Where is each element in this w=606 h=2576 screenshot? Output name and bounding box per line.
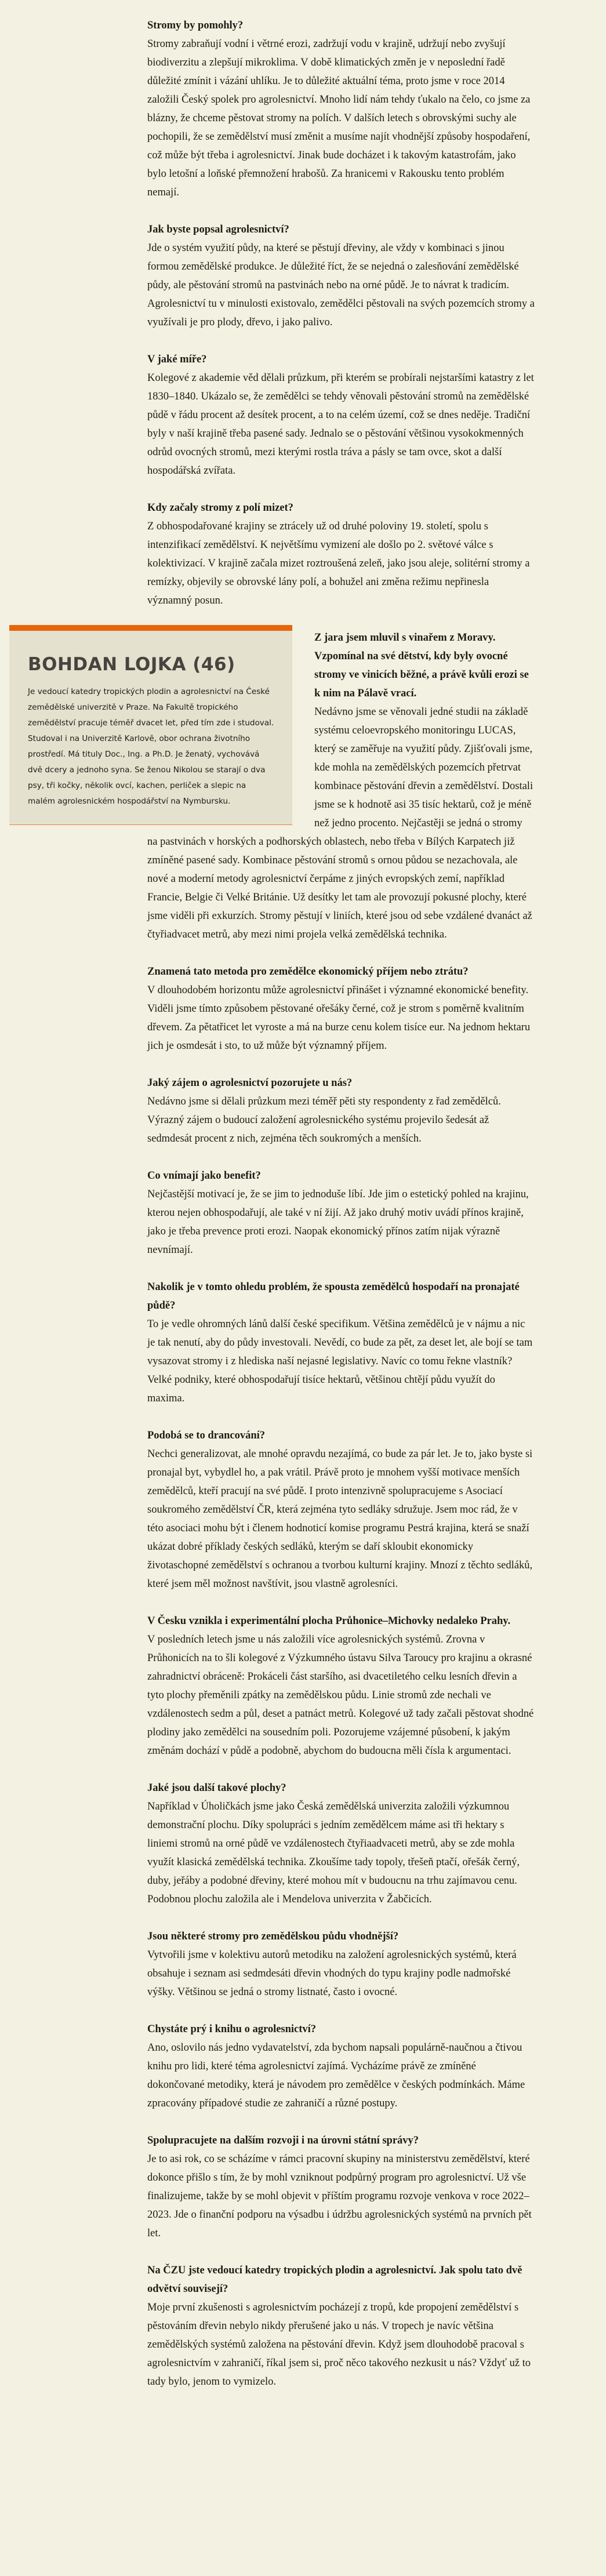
interview-question: Jaké jsou další takové plochy? xyxy=(147,1782,286,1794)
interview-question: V jaké míře? xyxy=(147,354,207,365)
interview-section xyxy=(147,1779,535,1909)
interview-answer: Nejčastější motivací je, že se jim to jednoduše líbí. Jde jim o estetický pohled na krajinu, kterou nejen obhospodařují, ale také v ní žijí. Až jako druhý motiv uvádí přínos krajině, jako je třeba prevence proti erozi. Naopak ekonomický přínos zatím nijak výrazně nevnímají. xyxy=(147,1189,529,1256)
interview-section xyxy=(147,1278,535,1408)
interview-section xyxy=(147,1927,535,2001)
interview-answer: V dlouhodobém horizontu může agrolesnictví přinášet i významné ekonomické benefity. Viděli jsme tímto způsobem pěstované ořešáky černé, což je strom s poměrně kvalitním dřevem. Za pětatřicet let vyroste a má na burze cenu kolem tisíce eur. Na jednom hektaru jich je osmdesát i sto, to už může být významný příjem. xyxy=(147,984,531,1052)
interview-answer: Ano, oslovilo nás jedno vydavatelství, zda bychom napsali populárně-naučnou a čtivou knihu pro lidi, které téma agrolesnictví zajímá. Vycházíme právě ze zmíněné dokončované metodiky, která je návodem pro zemědělce v českých podmínkách. Máme zpracovány případové studie ze zahraničí a různé postupy. xyxy=(147,2042,525,2109)
interview-question: Spolupracujete na dalším rozvoji i na úrovni státní správy? xyxy=(147,2135,419,2146)
interview-answer: Vytvořili jsme v kolektivu autorů metodiku na založení agrolesnických systémů, která obsahuje i seznam asi sedmdesáti dřevin vhodných do typu krajiny podle nadmořské výšky. Většinou se jedná o stromy listnaté, často i ovocné. xyxy=(147,1949,517,1998)
interview-section xyxy=(147,1074,535,1148)
interview-section xyxy=(147,499,535,610)
interview-question: Stromy by pomohly? xyxy=(147,20,244,31)
interview-section xyxy=(147,2131,535,2243)
interview-section xyxy=(147,2261,535,2391)
interview-question: Jaký zájem o agrolesnictví pozorujete u nás? xyxy=(147,1077,353,1089)
interview-question: Kdy začaly stromy z polí mizet? xyxy=(147,502,293,514)
interview-question: Podobá se to drancování? xyxy=(147,1430,266,1441)
interview-section xyxy=(147,220,535,332)
interview-question: Co vnímají jako benefit? xyxy=(147,1170,261,1182)
lead-quote: Z jara jsem mluvil s vinařem z Moravy. Vzpomínal na své dětství, kdy byly ovocné stromy ve vinicích běžné, a právě kvůli erozi se k nim na Pálavě vrací. xyxy=(314,632,529,699)
interview-answer: Nechci generalizovat, ale mnohé opravdu nezajímá, co bude za pár let. Je to, jako byste si pronajal byt, vybydlel ho, a pak vrátil. Právě proto je mnohem vyšší motivace menších zemědělců, kteří pracují na své půdě. I proto intenzivně spolupracujeme s Asociací soukromého zemědělství ČR, která zejména tyto sedláky sdružuje. Jsem moc rád, že v této asociaci mohu být i členem hodnoticí komise programu Pestrá krajina, která se snaží ukázat dobré příklady českých sedláků, kterým se daří skloubit ekonomicky životaschopné zemědělství s ochranou a tvorbou kulturní krajiny. Mnozí z těchto sedláků, které jsem měl možnost navštívit, jsou vlastně agrolesníci. xyxy=(147,1448,533,1590)
interview-answer: Moje první zkušenosti s agrolesnictvím pocházejí z tropů, kde propojení zemědělství s pěstováním dřevin nebylo nikdy přerušené jako u nás. V tropech je navíc většina zemědělských systémů založena na pěstování dřevin. Když jsem dlouhodobě pracoval s agrolesnictvím v zahraničí, říkal jsem si, proč něco takového nezkusit u nás? Vždyť už to tady bylo, jenom to vymizelo. xyxy=(147,2302,531,2388)
interview-answer: Kolegové z akademie věd dělali průzkum, při kterém se probírali nejstaršími katastry z let 1830–1840. Ukázalo se, že zemědělci se tehdy věnovali pěstování stromů na zemědělské půdě v řádu procent až desítek procent, a to na celém území, což se dnes neděje. Tradiční byly v naší krajině třeba pasené sady. Jednalo se o pěstování většinou vysokokmenných odrůd ovocných stromů, mezi kterými rostla tráva a pásly se tam ovce, skot a další hospodářská zvířata. xyxy=(147,372,534,477)
interview-sections-bottom xyxy=(147,962,535,2391)
interview-question: Jsou některé stromy pro zemědělskou půdu vhodnější? xyxy=(147,1931,399,1942)
interview-answer: Jde o systém využití půdy, na které se pěstují dřeviny, ale vždy v kombinaci s jinou formou zemědělské produkce. Je důležité říct, že se nejedná o zalesňování zemědělské půdy, ale pěstování stromů na pastvinách nebo na orné půdě. Je to návrat k tradicím. Agrolesnictví tu v minulosti existovalo, zemědělci pěstovali na svých pozemcích stromy a využívali je pro plody, dřevo, i jako palivo. xyxy=(147,242,535,328)
interview-answer: Stromy zabraňují vodní i větrné erozi, zadržují vodu v krajině, udržují nebo zvyšují biodiverzitu a zlepšují mikroklima. V době klimatických změn je v neposlední řadě důležité zmínit i vázání uhlíku. Je to důležité aktuální téma, proto jsme v roce 2014 založili Český spolek pro agrolesnictví. Mnoho lidí nám tehdy ťukalo na čelo, co jsme za blázny, že chceme pěstovat stromy na polích. V dalších letech s obrovskými suchy ale pochopili, že se zemědělství musí změnit a musíme najít vhodnější způsoby hospodaření, což může být třeba i agrolesnictví. Jinak bude docházet i k takovým katastrofám, jako bylo letošní a loňské přemnožení hrabošů. Za hranicemi v Rakousku tento problém nemají. xyxy=(147,38,531,198)
interview-question: Chystáte prý i knihu o agrolesnictví? xyxy=(147,2023,317,2035)
interview-question: V Česku vznikla i experimentální plocha Průhonice–Michovky nedaleko Prahy. xyxy=(147,1615,511,1627)
interview-section xyxy=(147,16,535,202)
interview-answer: V posledních letech jsme u nás založili více agrolesnických systémů. Zrovna v Průhonicích na to šli kolegové z Výzkumného ústavu Silva Taroucy pro krajinu a okrasné zahradnictví obráceně: Prokáceli část staršího, asi dvacetiletého celku lesních dřevin a tyto plochy přeměnili zpátky na zemědělskou půdu. Linie stromů zde nechali ve vzdálenostech sedm a půl, deset a patnáct metrů. Kolegové už tady začali pěstovat shodné plodiny jako zemědělci na sousedním poli. Pozorujeme vzájemné působení, k jakým změnám dochází v půdě a podobně, abychom do budoucna měli čísla k argumentaci. xyxy=(147,1634,534,1757)
interview-answer: Například v Úholičkách jsme jako Česká zemědělská univerzita založili výzkumnou demonstrační plochu. Díky spolupráci s jedním zemědělcem máme asi tři hektary s liniemi stromů na orné půdě ve vzdálenostech čtyřiaadvaceti metrů, aby se zde mohla využít klasická zemědělská technika. Zkoušíme tady topoly, třešeň ptačí, ořešák černý, duby, jeřáby a podobné dřeviny, které mohou mít v budoucnu na trhu zajímavou cenu. Podobnou plochu založila ale i Mendelova univerzita v Žabčicích. xyxy=(147,1801,520,1905)
interview-answer: Je to asi rok, co se scházíme v rámci pracovní skupiny na ministerstvu zemědělství, které dokonce přišlo s tím, že by mohl vzniknout podpůrný program pro agrolesnictví. Už vše finalizujeme, takže by se mohl objevit v příštím programu rozvoje venkova v roce 2022–2023. Jde o finanční podporu na výsadbu i údržbu agrolesnických systémů na prvních pět let. xyxy=(147,2153,532,2239)
interview-question: Na ČZU jste vedoucí katedry tropických plodin a agrolesnictví. Jak spolu tato dvě odvětví souvisejí? xyxy=(147,2265,522,2295)
interview-sections-top xyxy=(147,16,535,610)
interview-section xyxy=(147,350,535,480)
lead-text: Nedávno jsme se věnovali jedné studii na základě systému celoevropského monitoringu LUCAS, který se zaměřuje na využití půdy. Zjišťovali jsme, kde mohla na zemědělských pozemcích přetrvat kombinace pěstování dřevin a zemědělství. Dostali jsme se k hodnotě asi 35 tisíc hektarů, což je méně než jedno procento. Nejčastěji se jedná o stromy na pastvinách v horských a podhorských oblastech, nebo třeba v Bílých Karpatech již zmíněné pasené sady. Kombinace pěstování stromů s ornou půdou se nezachovala, ale nové a moderní metody agrolesnictví čerpáme z jiných evropských zemí, například Francie, Belgie či Velké Británie. Už desítky let tam ale provozují pokusné plochy, které jsme viděli při exkurzích. Stromy pěstují v liniích, které jsou od sebe vzdálené dvanáct až čtyřiadvacet metrů, aby mezi nimi projela velká zemědělská technika. xyxy=(147,706,534,940)
interview-section xyxy=(147,962,535,1055)
interview-answer: To je vedle ohromných lánů další české specifikum. Většina zemědělců je v nájmu a nic je tak nenutí, aby do půdy investovali. Nevědí, co bude za pět, za deset let, ale bojí se tam vysazovat stromy i z hlediska naší nejasné legislativy. Navíc co tomu řekne vlastník? Velké podniky, které obhospodařují tisíce hektarů, většinou chtějí půdu využít do maxima. xyxy=(147,1318,533,1404)
interview-answer: Nedávno jsme si dělali průzkum mezi téměř pěti sty respondenty z řad zemědělců. Výrazný zájem o budoucí založení agrolesnického systému projevilo šedesát až sedmdesát procent z nich, zejména těch soukromých a menších. xyxy=(147,1096,501,1145)
interview-question: Jak byste popsal agrolesnictví? xyxy=(147,224,289,235)
profile-box xyxy=(9,625,292,825)
profile-bio: Je vedoucí katedry tropických plodin a agrolesnictví na České zemědělské univerzitě v Praze. Na Fakultě tropického zemědělství pracuje téměř dvacet let, před tím zde i studoval. Studoval i na Univerzitě Karlově, obor ochrana životního prostředí. Má tituly Doc., Ing. a Ph.D. Je ženatý, vychovává dvě dcery a jednoho syna. Se ženou Nikolou se starají o dva psy, tři kočky, několik ovcí, kachen, perliček a slepic na malém agrolesnickém hospodářství na Nymbursku. xyxy=(28,687,274,806)
interview-answer: Z obhospodařované krajiny se ztrácely už od druhé poloviny 19. století, spolu s intenzifikací zemědělství. K největšímu vymizení ale došlo po 2. světové válce s kolektivizací. V krajině začala mizet roztroušená zeleň, jako jsou aleje, solitérní stromy a remízky, objevily se obrovské lány polí, a bohužel ani změna režimu nepřinesla významný posun. xyxy=(147,521,530,606)
interview-section xyxy=(147,1167,535,1259)
interview-question: Znamená tato metoda pro zemědělce ekonomický příjem nebo ztrátu? xyxy=(147,966,469,978)
article-body xyxy=(28,0,535,2391)
interview-section xyxy=(147,1426,535,1593)
interview-section xyxy=(147,2020,535,2113)
profile-name: BOHDAN LOJKA (46) xyxy=(28,654,235,675)
profile-and-lead xyxy=(28,628,535,944)
interview-question: Nakolik je v tomto ohledu problém, že spousta zemědělců hospodaří na pronajaté půdě? xyxy=(147,1281,520,1311)
interview-section xyxy=(147,1612,535,1760)
